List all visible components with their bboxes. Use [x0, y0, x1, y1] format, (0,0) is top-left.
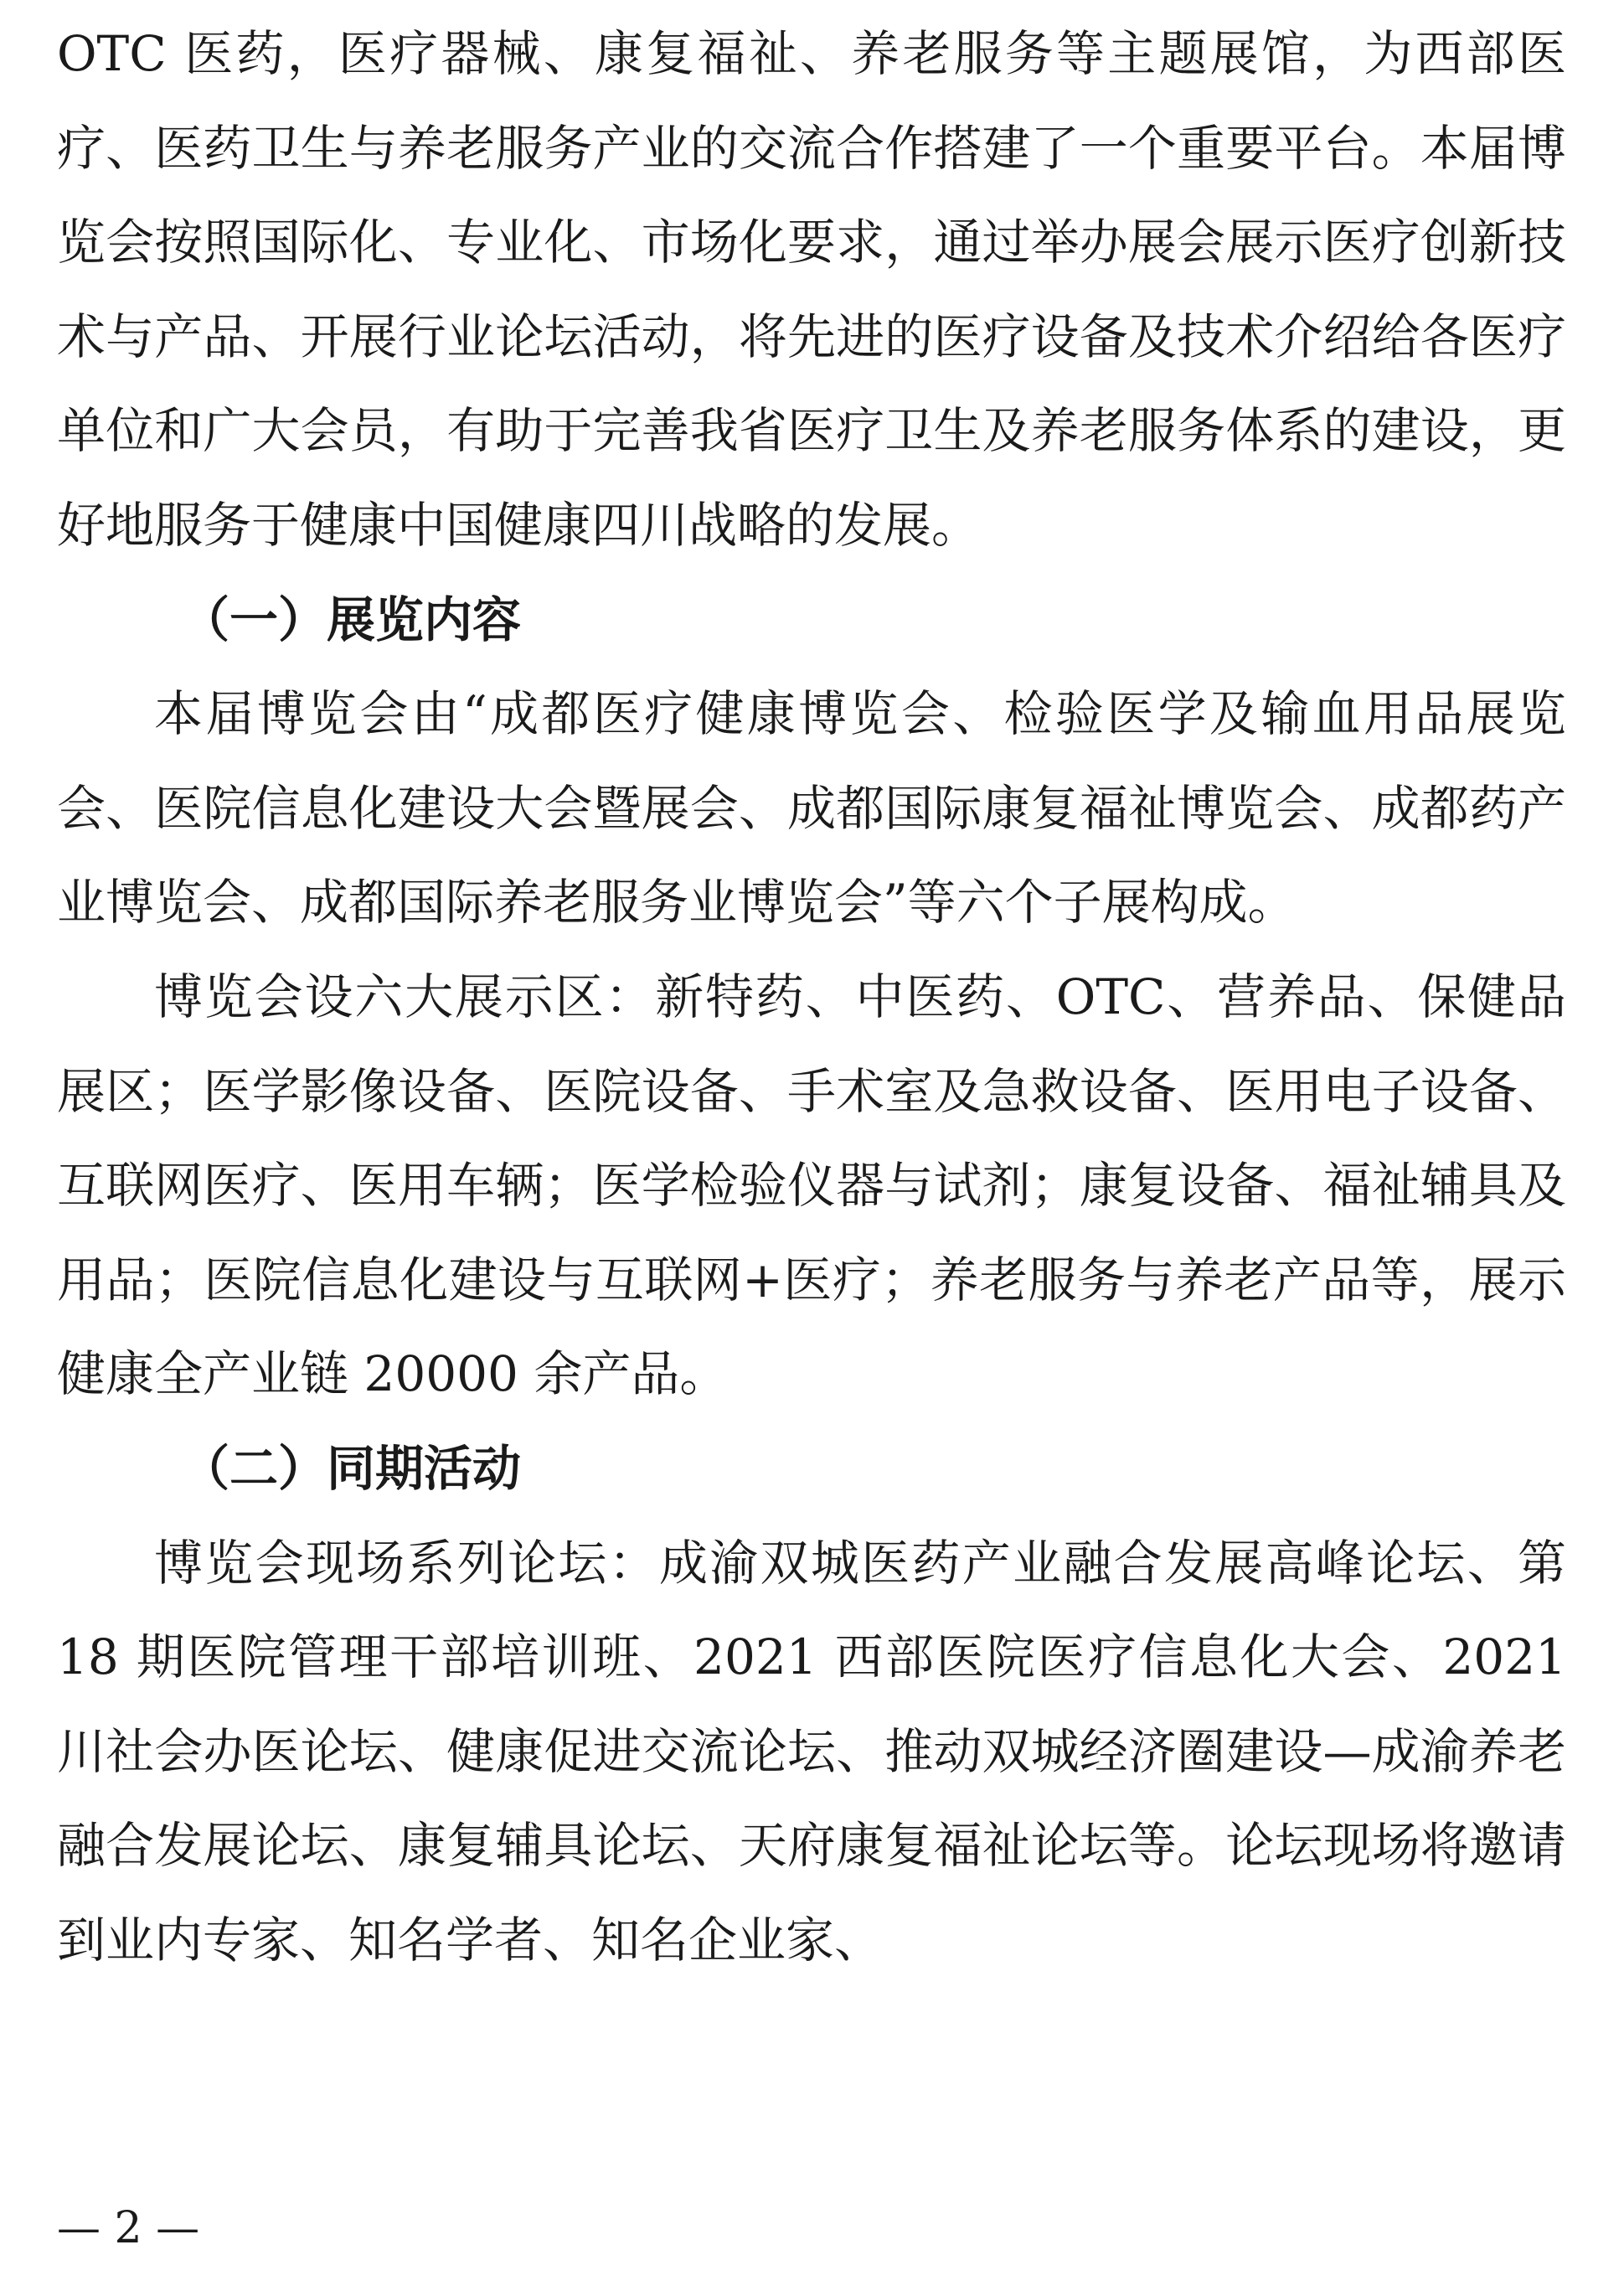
paragraph-sub-exhibitions: 本届博览会由“成都医疗健康博览会、检验医学及输血用品展览会、医院信息化建设大会暨展会、成都国际康复福祉博览会、成都药产业博览会、成都国际养老服务业博览会”等六个子展构成。	[57, 685, 1566, 931]
paragraph-forums: 博览会现场系列论坛：成渝双城医药产业融合发展高峰论坛、第 18 期医院管理干部培训班、2021 西部医院医疗信息化大会、2021 川社会办医论坛、健康促进交流论坛、推动双城经济圈建设—成渝养老融合发展论坛、康复辅具论坛、天府康复福祉论坛等。论坛现场将邀请到业内专家、知名学者、知名企业家、	[57, 1534, 1566, 1969]
document-body	[57, 7, 1566, 1987]
section-heading-concurrent-events: （二）同期活动	[181, 1439, 522, 1497]
paragraph-exhibition-areas: 博览会设六大展示区：新特药、中医药、OTC、营养品、保健品展区；医学影像设备、医院设备、手术室及急救设备、医用电子设备、互联网医疗、医用车辆；医学检验仪器与试剂；康复设备、福祉辅具及用品；医院信息化建设与互联网+医疗；养老服务与养老产品等，展示健康全产业链 20000 余产品。	[57, 968, 1566, 1403]
section-heading-exhibition-content: （一）展览内容	[181, 591, 522, 648]
page-number: — 2 —	[57, 2203, 200, 2253]
paragraph-intro: OTC 医药，医疗器械、康复福祉、养老服务等主题展馆，为西部医疗、医药卫生与养老服务产业的交流合作搭建了一个重要平台。本届博览会按照国际化、专业化、市场化要求，通过举办展会展示医疗创新技术与产品、开展行业论坛活动，将先进的医疗设备及技术介绍给各医疗单位和广大会员，有助于完善我省医疗卫生及养老服务体系的建设，更好地服务于健康中国健康四川战略的发展。	[57, 25, 1566, 554]
